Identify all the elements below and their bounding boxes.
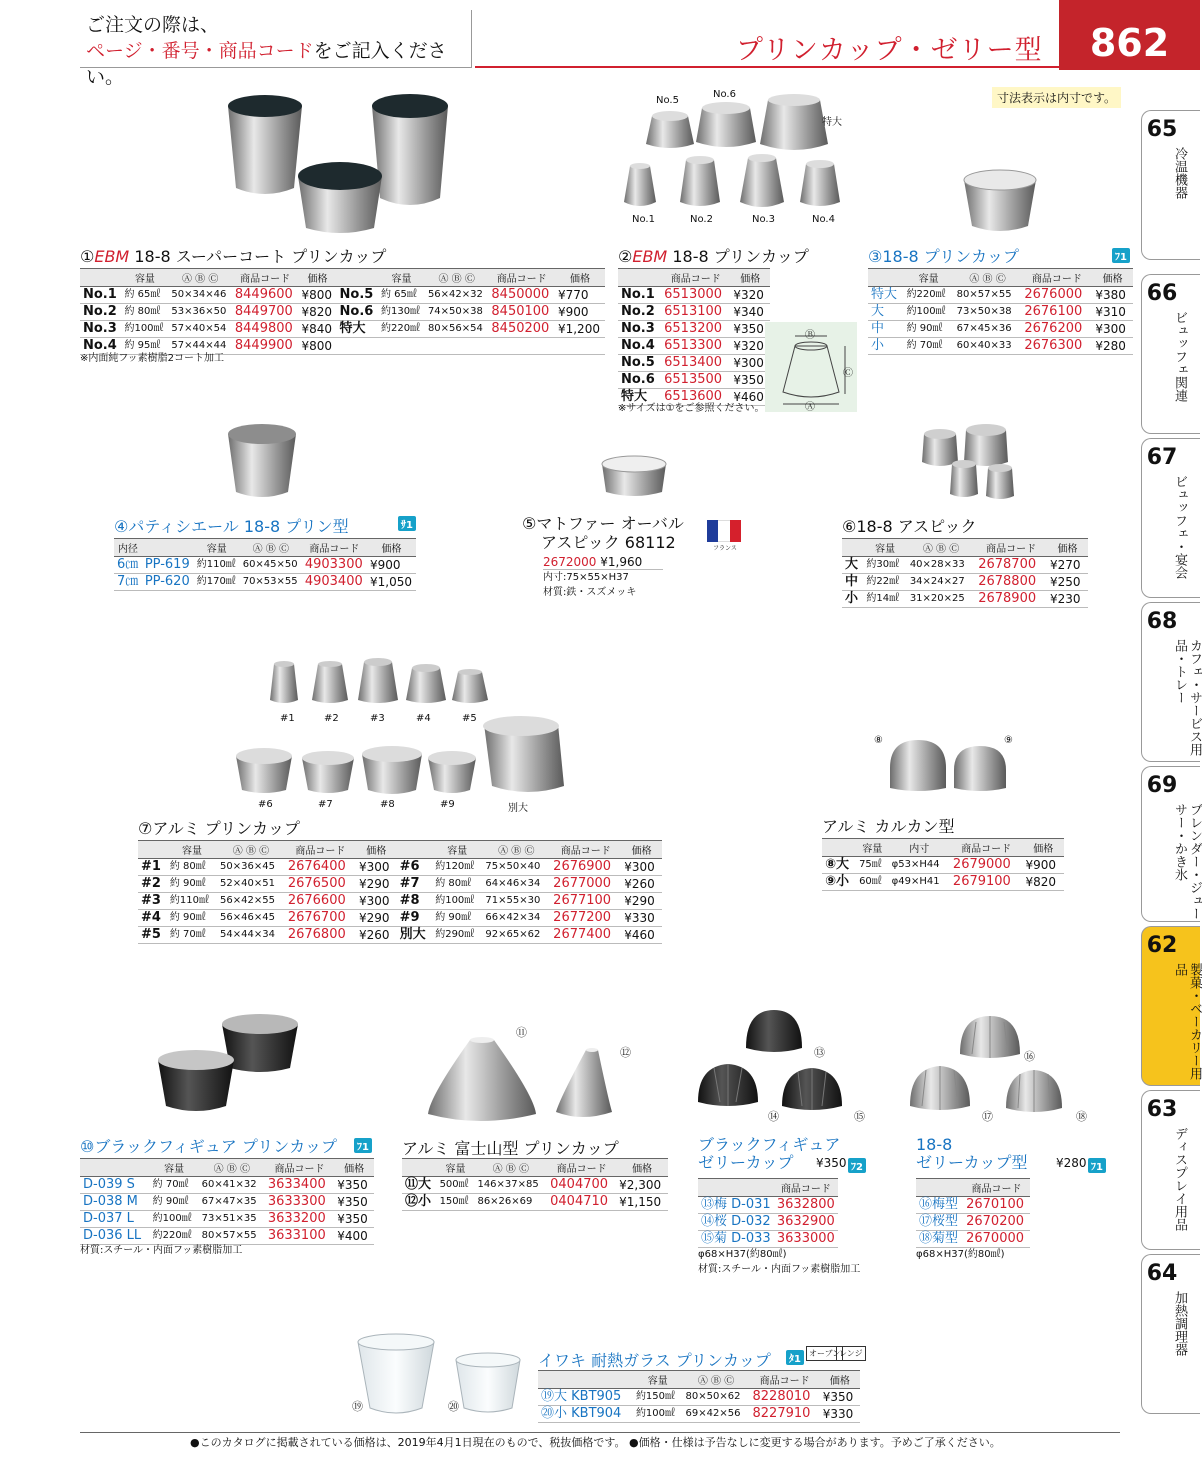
table-row: ⑪大 500㎖ 146×37×85 0404700 ¥2,300	[402, 1177, 668, 1194]
page-title: プリンカップ・ゼリー型	[736, 35, 1043, 66]
table-row: #5 約 70㎖ 54×44×34 2676800 ¥260 別大 約290㎖ 92×65×62 2677400 ¥460	[138, 927, 662, 944]
table-row: No.4 約 95㎖ 57×44×44 8449900 ¥800	[80, 338, 605, 355]
product-7-table: 容量 Ⓐ Ⓑ Ⓒ 商品コード 価格 容量 Ⓐ Ⓑ Ⓒ 商品コード 価格 #1 約 80㎖ 50×36×45 2676400 ¥300 #6 約120㎖ 75×50×40 2676900 ¥300 #2 約 90㎖ 52×40×51 2676500 ¥290 #7 約 80㎖ 64×46×34 2677000 ¥260 #3 約110㎖ 56×42×55 2676600 ¥300 #8 約100㎖ 71×55×30 2677100 ¥290 #4 約 90㎖ 56×46×45 2676700 ¥290 #9 約 90㎖ 66×42×34 2677200 ¥330 #5 約 70㎖ 54×44×34 2676800 ¥260 別大 約290㎖ 92×65×62 2677400 ¥460	[138, 840, 662, 944]
product-13-photo	[694, 1002, 864, 1118]
table-row: 大 約100㎖ 73×50×38 2676100 ¥310	[868, 304, 1133, 321]
product-5-photo	[594, 452, 674, 504]
product-2-table: 商品コード 価格 No.1 6513000 ¥320 No.2 6513100 ¥340 No.3 6513200 ¥350 No.4 6513300 ¥320 No.5 6513400 ¥300 No.6 6513500 ¥350 特大 6513600 ¥460	[618, 268, 770, 406]
table-row: ⑳小 KBT904 約100㎖ 69×42×56 8227910 ¥330	[538, 1406, 860, 1423]
product-6-title: ⑥18-8 アスピック	[842, 517, 977, 536]
table-row: 小 約 70㎖ 60×40×33 2676300 ¥280	[868, 338, 1133, 355]
product-3-title: ③18-8 プリンカップ	[868, 247, 1019, 266]
label-tokudai: 特大	[822, 117, 842, 128]
tab-65[interactable]: 65 冷温機器	[1141, 110, 1200, 260]
product-13-price: ¥350	[816, 1156, 847, 1170]
table-row: 大 約30㎖ 40×28×33 2678700 ¥270	[842, 557, 1088, 574]
product-16-photo	[906, 1010, 1086, 1120]
product-5-code-price: 2672000 ¥1,960	[543, 555, 663, 570]
product-11-photo	[420, 1026, 640, 1126]
product-7-photo-top	[262, 654, 498, 708]
product-10-title: ⑩ブラックフィギュア プリンカップ	[80, 1137, 338, 1156]
product-1-note: ※内面純フッ素樹脂2コート加工	[80, 353, 225, 364]
product-16-title: 18-8 ゼリーカップ型	[916, 1135, 1028, 1172]
table-row: 中 約 90㎖ 67×45×36 2676200 ¥300	[868, 321, 1133, 338]
product-7-photo-bottom	[228, 716, 568, 798]
table-row: No.2 約 80㎖ 53×36×50 8449700 ¥820 No.6 約130㎖ 74×50×38 8450100 ¥900	[80, 304, 605, 321]
order-note-line1: ご注文の際は、	[86, 14, 220, 36]
table-row: #3 約110㎖ 56×42×55 2676600 ¥300 #8 約100㎖ 71×55×30 2677100 ¥290	[138, 893, 662, 910]
table-row: #2 約 90㎖ 52×40×51 2676500 ¥290 #7 約 80㎖ 64×46×34 2677000 ¥260	[138, 876, 662, 893]
table-row: D-038 M 約 90㎖ 67×47×35 3633300 ¥350	[80, 1194, 374, 1211]
tab-62[interactable]: 62 製菓・ベーカリー用品	[1141, 926, 1200, 1086]
product-2-note: ※サイズは①をご参照ください。	[618, 403, 765, 414]
label-no4: No.4	[812, 214, 835, 225]
table-row: No.3 約100㎖ 57×40×54 8449800 ¥840 特大 約220㎖ 80×56×54 8450200 ¥1,200	[80, 321, 605, 338]
tab-66[interactable]: 66 ビュッフェ関連	[1141, 274, 1200, 434]
table-row: ⑨小 60㎖ φ49×H41 2679100 ¥820	[822, 874, 1064, 891]
product-6-photo	[916, 420, 1034, 506]
footer-note: ●このカタログに掲載されている価格は、2019年4月1日現在のもので、税抜価格です。 ●価格・仕様は予告なしに変更する場合があります。予めご了承ください。	[190, 1436, 1001, 1449]
table-row: No.4 6513300 ¥320	[618, 338, 770, 355]
footer-rule	[80, 1432, 1120, 1433]
order-note	[80, 10, 472, 88]
product-13-material: 材質:スチール・内面フッ素樹脂加工	[698, 1264, 861, 1275]
table-row: #4 約 90㎖ 56×46×45 2676700 ¥290 #9 約 90㎖ 66×42×34 2677200 ¥330	[138, 910, 662, 927]
product-5-material: 材質:鉄・スズメッキ	[543, 587, 637, 598]
label-no6: No.6	[713, 89, 736, 100]
microwave-icon: レンジ	[836, 1346, 866, 1361]
table-row: ⑱菊型 2670000	[916, 1231, 1030, 1248]
product-5-title: ⑤マトファー オーバル アスピック 68112	[522, 514, 684, 552]
product-5-dim: 内寸:75×55×H37	[543, 572, 629, 583]
product-19-photo	[352, 1330, 536, 1422]
table-row: No.3 6513200 ¥350	[618, 321, 770, 338]
product-4-photo	[222, 420, 302, 504]
table-row: ⑯梅型 2670100	[916, 1197, 1030, 1214]
table-row: #1 約 80㎖ 50×36×45 2676400 ¥300 #6 約120㎖ 75×50×40 2676900 ¥300	[138, 859, 662, 876]
product-11-table: 容量 Ⓐ Ⓑ Ⓒ 商品コード 価格 ⑪大 500㎖ 146×37×85 0404700 ¥2,300 ⑫小 150㎖ 86×26×69 0404710 ¥1,150	[402, 1158, 668, 1211]
table-row: No.1 6513000 ¥320	[618, 287, 770, 304]
label-no5: No.5	[656, 95, 679, 106]
product-16-table: 商品コード ⑯梅型 2670100 ⑰桜型 2670200 ⑱菊型 2670000	[916, 1178, 1030, 1248]
product-13-title: ブラックフィギュア ゼリーカップ	[698, 1135, 841, 1172]
table-row: 特大 6513600 ¥460	[618, 389, 770, 406]
tab-68[interactable]: 68 カフェ・サービス用品・トレー	[1141, 602, 1200, 762]
table-row: 中 約22㎖ 34×24×27 2678800 ¥250	[842, 574, 1088, 591]
product-10-photo	[150, 1010, 310, 1120]
product-7-title: ⑦アルミ プリンカップ	[138, 819, 300, 838]
product-3-table: 容量 Ⓐ Ⓑ Ⓒ 商品コード 価格 特大 約220㎖ 80×57×55 2676000 ¥380 大 約100㎖ 73×50×38 2676100 ¥310 中 約 90㎖ 67×45×36 2676200 ¥300 小 約 70㎖ 60×40×33 2676300 ¥280	[868, 268, 1133, 355]
product-8-table: 容量 内寸 商品コード 価格 ⑧大 75㎖ φ53×H44 2679000 ¥900 ⑨小 60㎖ φ49×H41 2679100 ¥820	[822, 838, 1064, 891]
table-row: No.5 6513400 ¥300	[618, 355, 770, 372]
tab-63[interactable]: 63 ディスプレイ用品	[1141, 1090, 1200, 1250]
product-1-table: 容量 Ⓐ Ⓑ Ⓒ 商品コード 価格 容量 Ⓐ Ⓑ Ⓒ 商品コード 価格 No.1 約 65㎖ 50×34×46 8449600 ¥800 No.5 約 65㎖ 56×42×32 8450000 ¥770 No.2 約 80㎖ 53×36×50 8449700 ¥820 No.6 約130㎖ 74×50×38 8450100 ¥900 No.3 約100㎖ 57×40×54 8449800 ¥840 特大 約220㎖ 80×56×54 8450200 ¥1,200 No.4 約 95㎖ 57×44×44 8449900 ¥800	[80, 268, 605, 355]
product-2-title: ②EBM 18-8 プリンカップ	[618, 247, 809, 266]
flag-label: フランス	[713, 545, 737, 552]
table-row: D-036 LL 約220㎖ 80×57×55 3633100 ¥400	[80, 1228, 374, 1245]
product-8-photo	[884, 736, 1014, 796]
table-row: 6㎝ PP-619 約110㎖ 60×45×50 4903300 ¥900	[114, 557, 416, 574]
table-row: 7㎝ PP-620 約170㎖ 70×53×55 4903400 ¥1,050	[114, 574, 416, 591]
product-1-photo	[200, 88, 460, 238]
product-4-table: 内径 容量 Ⓐ Ⓑ Ⓒ 商品コード 価格 6㎝ PP-619 約110㎖ 60×45×50 4903300 ¥900 7㎝ PP-620 約170㎖ 70×53×55 4903400 ¥1,050	[114, 538, 416, 591]
product-4-title: ④パティシエール 18-8 プリン型	[114, 517, 349, 536]
page-number: 862	[1059, 0, 1200, 70]
france-flag-icon	[707, 520, 741, 542]
label-no3: No.3	[752, 214, 775, 225]
table-row: ⑫小 150㎖ 86×26×69 0404710 ¥1,150	[402, 1194, 668, 1211]
product-11-title: アルミ 富士山型 プリンカップ	[402, 1139, 619, 1158]
table-row: D-037 L 約100㎖ 73×51×35 3633200 ¥350	[80, 1211, 374, 1228]
product-10-note: 材質:スチール・内面フッ素樹脂加工	[80, 1245, 243, 1256]
product-13-dim: φ68×H37(約80㎖)	[698, 1249, 787, 1260]
product-3-photo	[950, 160, 1050, 240]
product-16-price: ¥280	[1056, 1156, 1087, 1170]
product-3-badge: ﾌ1	[1112, 248, 1130, 263]
table-row: ⑬梅 D-031 3632800	[698, 1197, 838, 1214]
tab-69[interactable]: 69 ブレンダー・ジューサー・かき氷	[1141, 766, 1200, 922]
product-19-badge: ﾀ1	[786, 1350, 804, 1365]
product-16-dim: φ68×H37(約80㎖)	[916, 1249, 1005, 1260]
tab-64[interactable]: 64 加熱調理器	[1141, 1254, 1200, 1414]
table-row: ⑮菊 D-033 3633000	[698, 1231, 838, 1248]
oven-icon: オーブン	[806, 1346, 843, 1361]
order-note-rest: をご記入ください。	[86, 40, 447, 88]
dimension-diagram: Ⓑ Ⓒ Ⓐ	[765, 322, 857, 412]
table-row: No.1 約 65㎖ 50×34×46 8449600 ¥800 No.5 約 65㎖ 56×42×32 8450000 ¥770	[80, 287, 605, 304]
table-row: No.2 6513100 ¥340	[618, 304, 770, 321]
table-row: 小 約14㎖ 31×20×25 2678900 ¥230	[842, 591, 1088, 608]
product-16-badge: ﾌ1	[1088, 1158, 1106, 1173]
order-note-red: ページ・番号・商品コード	[86, 40, 314, 62]
product-1-title: ①EBM 18-8 スーパーコート プリンカップ	[80, 247, 387, 266]
table-row: ⑧大 75㎖ φ53×H44 2679000 ¥900	[822, 857, 1064, 874]
label-no2: No.2	[690, 214, 713, 225]
tab-67[interactable]: 67 ビュッフェ・宴会	[1141, 438, 1200, 598]
product-8-title: アルミ カルカン型	[822, 817, 955, 836]
label-no1: No.1	[632, 214, 655, 225]
product-6-table: 容量 Ⓐ Ⓑ Ⓒ 商品コード 価格 大 約30㎖ 40×28×33 2678700 ¥270 中 約22㎖ 34×24×27 2678800 ¥250 小 約14㎖ 31×20×25 2678900 ¥230	[842, 538, 1088, 608]
table-row: ⑲大 KBT905 約150㎖ 80×50×62 8228010 ¥350	[538, 1389, 860, 1406]
table-row: 特大 約220㎖ 80×57×55 2676000 ¥380	[868, 287, 1133, 304]
product-19-table: 容量 Ⓐ Ⓑ Ⓒ 商品コード 価格 ⑲大 KBT905 約150㎖ 80×50×62 8228010 ¥350 ⑳小 KBT904 約100㎖ 69×42×56 8227910 ¥330	[538, 1370, 860, 1423]
product-13-badge: ﾌ2	[848, 1158, 866, 1173]
table-row: D-039 S 約 70㎖ 60×41×32 3633400 ¥350	[80, 1177, 374, 1194]
product-10-table: 容量 Ⓐ Ⓑ Ⓒ 商品コード 価格 D-039 S 約 70㎖ 60×41×32 3633400 ¥350 D-038 M 約 90㎖ 67×47×35 3633300 ¥350 D-037 L 約100㎖ 73×51×35 3633200 ¥350 D-036 LL 約220㎖ 80×57×55 3633100 ¥400	[80, 1158, 374, 1245]
product-4-badge: ｻ1	[398, 516, 416, 531]
product-13-table: 商品コード ⑬梅 D-031 3632800 ⑭桜 D-032 3632900 ⑮菊 D-033 3633000	[698, 1178, 838, 1248]
product-10-badge: ﾌ1	[354, 1138, 372, 1153]
dimension-note: 寸法表示は内寸です。	[992, 87, 1121, 108]
table-row: ⑰桜型 2670200	[916, 1214, 1030, 1231]
product-19-title: イワキ 耐熱ガラス プリンカップ	[538, 1351, 771, 1370]
table-row: No.6 6513500 ¥350	[618, 372, 770, 389]
table-row: ⑭桜 D-032 3632900	[698, 1214, 838, 1231]
